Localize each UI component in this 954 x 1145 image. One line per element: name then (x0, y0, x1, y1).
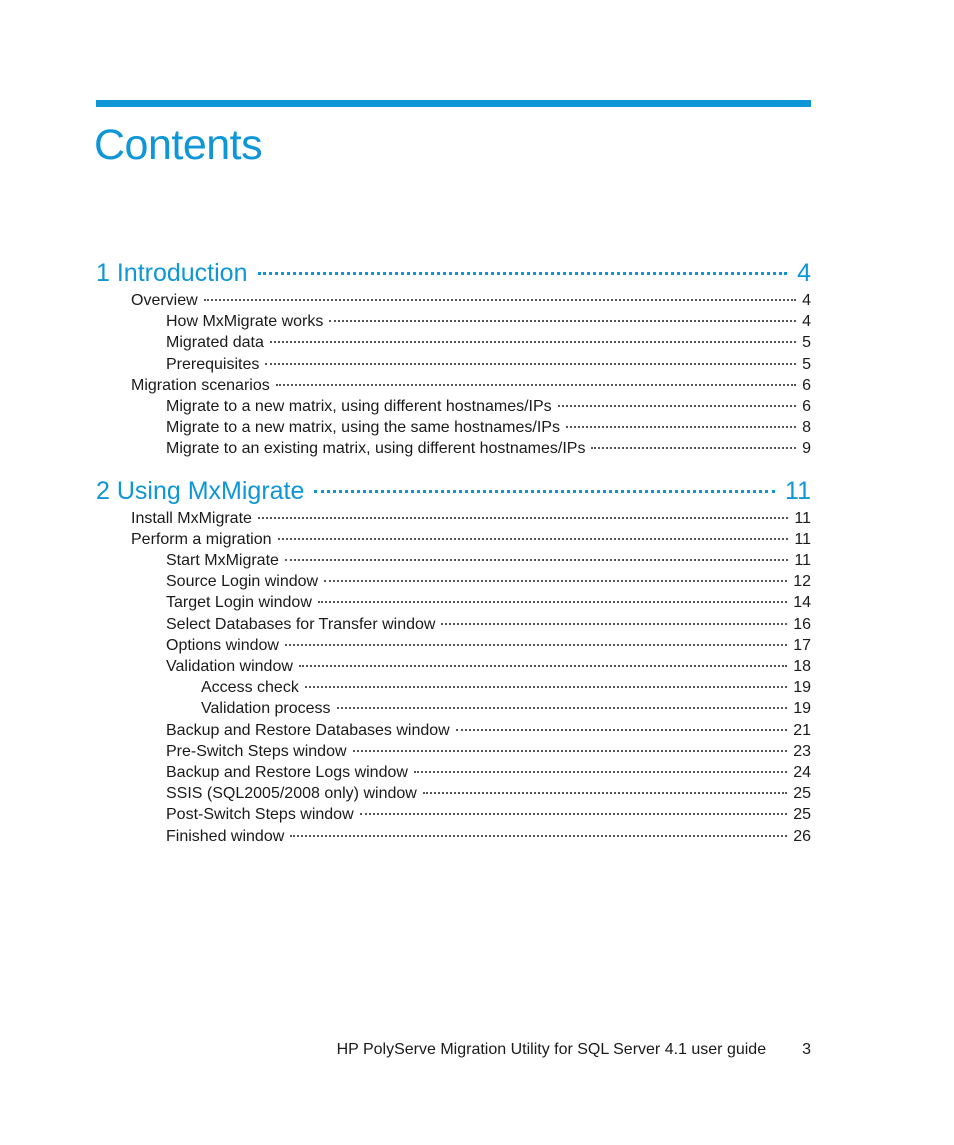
toc-entry-label: Prerequisites (166, 355, 260, 373)
dot-leader (299, 665, 787, 667)
page-title: Contents (94, 121, 263, 169)
dot-leader (305, 686, 787, 688)
toc-entry-label: How MxMigrate works (166, 313, 324, 331)
toc-entry-page: 8 (802, 419, 811, 437)
dot-leader (285, 559, 788, 561)
toc-entry-label: Validation window (166, 658, 293, 676)
dot-leader (314, 490, 775, 493)
dot-leader (318, 601, 787, 603)
toc-entry-label: 1 Introduction (96, 259, 248, 287)
toc-entry[interactable] (96, 720, 811, 741)
toc-entry[interactable] (96, 614, 811, 635)
toc-entry[interactable] (96, 698, 811, 719)
toc-entry-page: 6 (802, 398, 811, 416)
table-of-contents (96, 256, 811, 847)
footer-guide-title: HP PolyServe Migration Utility for SQL Server 4.1 user guide (336, 1041, 767, 1058)
toc-chapter-entry[interactable] (96, 474, 811, 508)
dot-leader (558, 405, 796, 407)
toc-entry-label: Select Databases for Transfer window (166, 615, 436, 633)
toc-entry-page: 25 (793, 785, 811, 803)
toc-entry[interactable] (96, 826, 811, 847)
toc-entry[interactable] (96, 438, 811, 459)
toc-entry-label: Migrate to a new matrix, using the same hostnames/IPs (166, 419, 560, 437)
toc-entry-label: Validation process (201, 700, 331, 718)
dot-leader (566, 426, 796, 428)
dot-leader (353, 750, 788, 752)
toc-entry-label: Install MxMigrate (131, 509, 252, 527)
dot-leader (270, 341, 796, 343)
dot-leader (276, 384, 796, 386)
dot-leader (423, 792, 787, 794)
toc-entry-page: 17 (793, 636, 811, 654)
toc-entry[interactable] (96, 592, 811, 613)
toc-entry-label: Migrate to an existing matrix, using different hostnames/IPs (166, 440, 586, 458)
toc-entry-label: Start MxMigrate (166, 552, 279, 570)
toc-entry-page: 26 (793, 827, 811, 845)
dot-leader (360, 813, 788, 815)
dot-leader (278, 538, 789, 540)
toc-entry[interactable] (96, 550, 811, 571)
dot-leader (441, 623, 787, 625)
toc-entry-label: Target Login window (166, 594, 312, 612)
toc-entry-page: 4 (797, 259, 811, 287)
toc-entry-label: Options window (166, 636, 279, 654)
header-rule (96, 100, 811, 107)
toc-entry-label: Migrate to a new matrix, using different hostnames/IPs (166, 398, 552, 416)
toc-entry-label: Finished window (166, 827, 285, 845)
toc-entry-page: 18 (793, 658, 811, 676)
toc-entry-page: 21 (793, 721, 811, 739)
toc-entry-page: 24 (793, 764, 811, 782)
toc-entry[interactable] (96, 375, 811, 396)
toc-entry-page: 4 (802, 313, 811, 331)
toc-entry[interactable] (96, 804, 811, 825)
toc-entry[interactable] (96, 311, 811, 332)
toc-entry-label: Access check (201, 679, 299, 697)
toc-entry-page: 19 (793, 679, 811, 697)
toc-entry-label: Perform a migration (131, 530, 272, 548)
toc-entry-label: Backup and Restore Databases window (166, 721, 450, 739)
dot-leader (265, 363, 796, 365)
toc-entry[interactable] (96, 741, 811, 762)
toc-entry-page: 5 (802, 355, 811, 373)
toc-entry-page: 9 (802, 440, 811, 458)
toc-entry-page: 5 (802, 334, 811, 352)
toc-entry[interactable] (96, 635, 811, 656)
toc-entry-label: Backup and Restore Logs window (166, 764, 408, 782)
toc-entry[interactable] (96, 354, 811, 375)
toc-entry-page: 14 (793, 594, 811, 612)
dot-leader (290, 835, 787, 837)
dot-leader (414, 771, 787, 773)
toc-entry-page: 11 (794, 509, 811, 527)
toc-entry-page: 23 (793, 742, 811, 760)
dot-leader (258, 517, 788, 519)
dot-leader (258, 272, 788, 275)
dot-leader (329, 320, 796, 322)
footer-page-number: 3 (802, 1041, 811, 1058)
toc-entry-page: 11 (785, 476, 811, 505)
dot-leader (204, 299, 796, 301)
toc-entry-page: 11 (794, 552, 811, 570)
toc-entry[interactable] (96, 656, 811, 677)
toc-entry-label: Pre-Switch Steps window (166, 742, 347, 760)
toc-entry[interactable] (96, 783, 811, 804)
dot-leader (337, 707, 788, 709)
toc-entry[interactable] (96, 332, 811, 353)
toc-entry-page: 12 (793, 573, 811, 591)
toc-entry-page: 25 (793, 806, 811, 824)
toc-chapter-entry[interactable] (96, 256, 811, 290)
toc-entry-label: Migration scenarios (131, 376, 270, 394)
toc-entry[interactable] (96, 762, 811, 783)
toc-entry-page: 16 (793, 615, 811, 633)
toc-entry-label: Post-Switch Steps window (166, 806, 354, 824)
toc-entry-label: Migrated data (166, 334, 264, 352)
dot-leader (324, 580, 787, 582)
toc-entry[interactable] (96, 396, 811, 417)
toc-entry-label: SSIS (SQL2005/2008 only) window (166, 785, 417, 803)
toc-entry-page: 19 (793, 700, 811, 718)
toc-entry-label: Overview (131, 292, 198, 309)
toc-entry-page: 4 (802, 292, 811, 309)
toc-entry[interactable] (96, 571, 811, 592)
toc-entry[interactable] (96, 529, 811, 550)
toc-entry-page: 11 (794, 530, 811, 548)
toc-entry[interactable] (96, 290, 811, 311)
dot-leader (456, 729, 787, 731)
toc-entry[interactable] (96, 417, 811, 438)
toc-entry[interactable] (96, 508, 811, 529)
toc-entry-label: 2 Using MxMigrate (96, 476, 305, 505)
toc-entry-label: Source Login window (166, 573, 319, 591)
dot-leader (591, 447, 796, 449)
toc-entry[interactable] (96, 677, 811, 698)
page-footer (96, 1041, 811, 1059)
toc-entry-page: 6 (802, 376, 811, 394)
dot-leader (285, 644, 787, 646)
